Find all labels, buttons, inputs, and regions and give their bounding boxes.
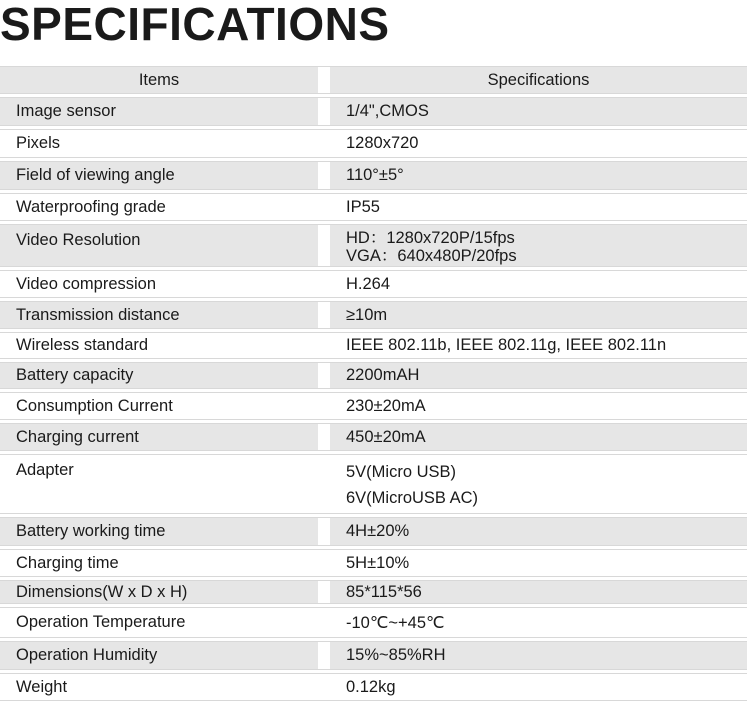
table-row	[0, 607, 747, 638]
row-item: Adapter	[16, 461, 74, 479]
table-row	[0, 673, 747, 701]
specifications-table	[0, 66, 747, 704]
row-spec-line: 5V(Micro USB)	[346, 463, 457, 481]
row-spec: 1280x720	[346, 134, 419, 152]
row-item: Charging current	[16, 427, 139, 446]
table-row	[0, 301, 747, 329]
table-row	[0, 161, 747, 190]
table-row	[0, 580, 747, 604]
row-item: Battery capacity	[16, 366, 134, 384]
page-title: SPECIFICATIONS	[0, 0, 390, 50]
row-spec: 450±20mA	[346, 427, 426, 446]
row-item: Video Resolution	[16, 231, 141, 249]
table-row	[0, 129, 747, 158]
row-item: Consumption Current	[16, 396, 173, 415]
row-item: Operation Temperature	[16, 613, 186, 631]
row-item: Transmission distance	[16, 305, 180, 324]
row-spec: 2200mAH	[346, 366, 420, 384]
row-item: Battery working time	[16, 522, 166, 540]
row-item: Weight	[16, 677, 68, 696]
table-row	[0, 97, 747, 126]
header-items: Items	[138, 70, 180, 89]
table-row	[0, 224, 747, 267]
table-row	[0, 392, 747, 420]
row-spec: ≥10m	[346, 305, 388, 324]
row-spec: 0.12kg	[346, 677, 396, 696]
row-item: Field of viewing angle	[16, 166, 175, 184]
row-spec: 110°±5°	[346, 166, 404, 184]
row-spec: H.264	[346, 274, 391, 293]
row-spec: IP55	[346, 197, 380, 216]
table-row	[0, 270, 747, 298]
row-item: Image sensor	[16, 102, 116, 120]
row-spec: 85*115*56	[346, 582, 422, 601]
table-row	[0, 193, 747, 221]
table-row	[0, 517, 747, 546]
table-header-row	[0, 66, 747, 94]
table-row	[0, 549, 747, 577]
table-row	[0, 332, 747, 359]
row-item: Wireless standard	[16, 336, 149, 354]
row-spec-line: VGA：640x480P/20fps	[346, 247, 517, 265]
row-spec: 1/4",CMOS	[346, 102, 429, 120]
row-spec: 15%~85%RH	[346, 646, 446, 664]
row-spec: -10℃~+45℃	[346, 613, 445, 632]
row-spec: 5H±10%	[346, 553, 410, 572]
row-spec: 230±20mA	[346, 396, 426, 415]
table-row	[0, 641, 747, 670]
table-row	[0, 454, 747, 514]
header-specifications: Specifications	[487, 70, 590, 89]
row-spec: 4H±20%	[346, 522, 410, 540]
row-item: Pixels	[16, 134, 61, 152]
row-item: Dimensions(W x D x H)	[16, 582, 188, 601]
table-row	[0, 362, 747, 389]
row-item: Video compression	[16, 274, 157, 293]
row-item: Waterproofing grade	[16, 197, 166, 216]
row-item: Operation Humidity	[16, 646, 158, 664]
row-spec: IEEE 802.11b, IEEE 802.11g, IEEE 802.11n	[346, 336, 667, 354]
row-item: Charging time	[16, 553, 119, 572]
row-spec-line: 6V(MicroUSB AC)	[346, 489, 479, 507]
row-spec-line: HD：1280x720P/15fps	[346, 229, 515, 247]
table-row	[0, 423, 747, 451]
